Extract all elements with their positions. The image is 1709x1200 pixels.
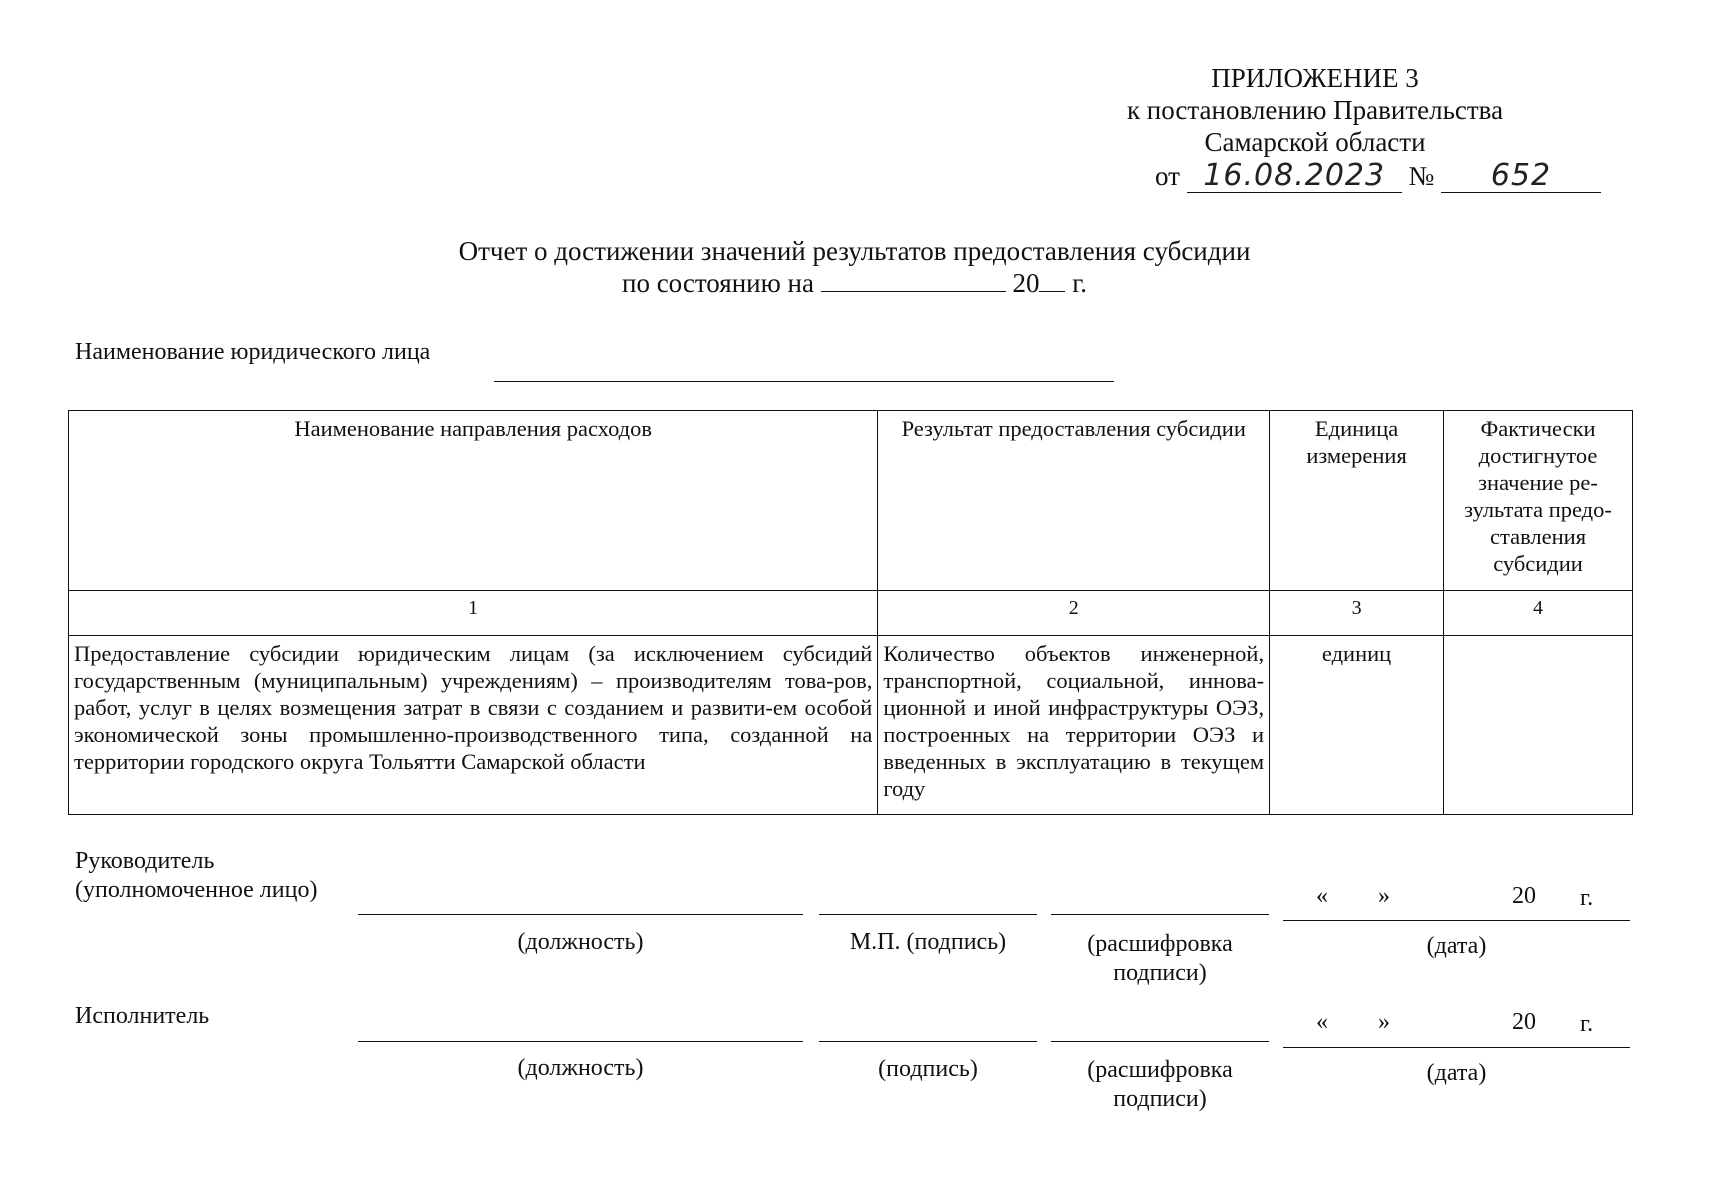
report-title-line2 bbox=[0, 267, 1709, 299]
entity-name-label: Наименование юридического лица bbox=[75, 339, 431, 365]
cell-unit: единиц bbox=[1270, 636, 1444, 815]
executor-date-year-suffix: г. bbox=[1580, 1011, 1594, 1037]
head-date-year-prefix: 20 bbox=[1512, 883, 1536, 909]
executor-position-caption: (должность) bbox=[517, 1055, 644, 1081]
report-year-suffix: г. bbox=[1072, 268, 1087, 298]
executor-signature-caption: (подпись) bbox=[878, 1056, 978, 1082]
header-direction: Наименование направления расходов bbox=[69, 411, 878, 591]
appendix-region: Самарской области bbox=[1204, 127, 1426, 157]
executor-date-open-quote: « bbox=[1316, 1009, 1328, 1035]
decree-date: 16.08.2023 bbox=[1187, 160, 1402, 193]
header-actual-value: Фактически достигнутое значение ре-зультата предо-ставления субсидии bbox=[1444, 411, 1633, 591]
column-number-2: 2 bbox=[878, 591, 1270, 636]
executor-label: Исполнитель bbox=[75, 1003, 210, 1029]
executor-date-field[interactable] bbox=[1283, 1047, 1630, 1048]
cell-actual-value[interactable] bbox=[1444, 636, 1633, 815]
table-row bbox=[69, 636, 1633, 815]
header-unit: Единица измерения bbox=[1270, 411, 1444, 591]
column-number-3: 3 bbox=[1270, 591, 1444, 636]
report-table bbox=[68, 410, 1633, 815]
appendix-title: ПРИЛОЖЕНИЕ 3 bbox=[1211, 63, 1419, 93]
head-date-caption: (дата) bbox=[1426, 933, 1487, 959]
column-number-4: 4 bbox=[1444, 591, 1633, 636]
cell-result: Количество объектов инженерной, транспортной, социальной, иннова-ционной и иной инфраструктуры ОЭЗ, построенных на территории ОЭЗ и введенных в эксплуатацию в текущем году bbox=[878, 636, 1270, 815]
executor-date-close-quote: » bbox=[1378, 1009, 1390, 1035]
head-label-line2: (уполномоченное лицо) bbox=[75, 877, 318, 903]
report-date-blank[interactable] bbox=[821, 269, 1006, 292]
table-number-row bbox=[69, 591, 1633, 636]
head-date-year-suffix: г. bbox=[1580, 885, 1594, 911]
report-date-prefix: по состоянию на bbox=[622, 268, 814, 298]
header-result: Результат предоставления субсидии bbox=[878, 411, 1270, 591]
head-date-close-quote: » bbox=[1378, 883, 1390, 909]
head-decoding-field[interactable] bbox=[1051, 914, 1269, 915]
head-decoding-caption-line1: (расшифровка bbox=[1087, 931, 1233, 957]
decree-from-label: от bbox=[1155, 161, 1180, 191]
appendix-header bbox=[1080, 62, 1550, 158]
executor-date-caption: (дата) bbox=[1426, 1060, 1487, 1086]
head-label-line1: Руководитель bbox=[75, 848, 215, 874]
table-header-row bbox=[69, 411, 1633, 591]
cell-direction: Предоставление субсидии юридическим лицам (за исключением субсидий государственным (муниципальным) учреждениям) – производителям това-ров, работ, услуг в целях возмещения затрат в связи с созданием и развити-ем особой экономической зоны промышленно-производственного типа, созданной на территории городского округа Тольятти Самарской области bbox=[69, 636, 878, 815]
entity-name-field[interactable] bbox=[494, 381, 1114, 382]
executor-decoding-field[interactable] bbox=[1051, 1041, 1269, 1042]
executor-date-year-prefix: 20 bbox=[1512, 1009, 1536, 1035]
decree-number: 652 bbox=[1441, 160, 1601, 193]
decree-number-label: № bbox=[1408, 161, 1435, 191]
report-year-prefix: 20 bbox=[1012, 268, 1040, 298]
head-decoding-caption bbox=[1051, 930, 1269, 988]
executor-decoding-caption bbox=[1051, 1056, 1269, 1114]
head-position-caption: (должность) bbox=[517, 929, 644, 955]
head-position-field[interactable] bbox=[358, 914, 803, 915]
executor-signature-field[interactable] bbox=[819, 1041, 1037, 1042]
executor-decoding-caption-line2: подписи) bbox=[1113, 1086, 1207, 1112]
head-decoding-caption-line2: подписи) bbox=[1113, 960, 1207, 986]
head-date-open-quote: « bbox=[1316, 883, 1328, 909]
executor-decoding-caption-line1: (расшифровка bbox=[1087, 1057, 1233, 1083]
report-year-blank[interactable] bbox=[1039, 269, 1065, 292]
head-mp-signature-caption: М.П. (подпись) bbox=[849, 929, 1007, 955]
report-title bbox=[0, 235, 1709, 299]
head-signature-field[interactable] bbox=[819, 914, 1037, 915]
decree-date-number bbox=[1155, 160, 1601, 193]
executor-position-field[interactable] bbox=[358, 1041, 803, 1042]
appendix-decree-ref: к постановлению Правительства bbox=[1126, 95, 1504, 125]
column-number-1: 1 bbox=[69, 591, 878, 636]
head-label bbox=[75, 847, 317, 905]
head-date-field[interactable] bbox=[1283, 920, 1630, 921]
report-title-line1: Отчет о достижении значений результатов предоставления субсидии bbox=[458, 236, 1251, 266]
